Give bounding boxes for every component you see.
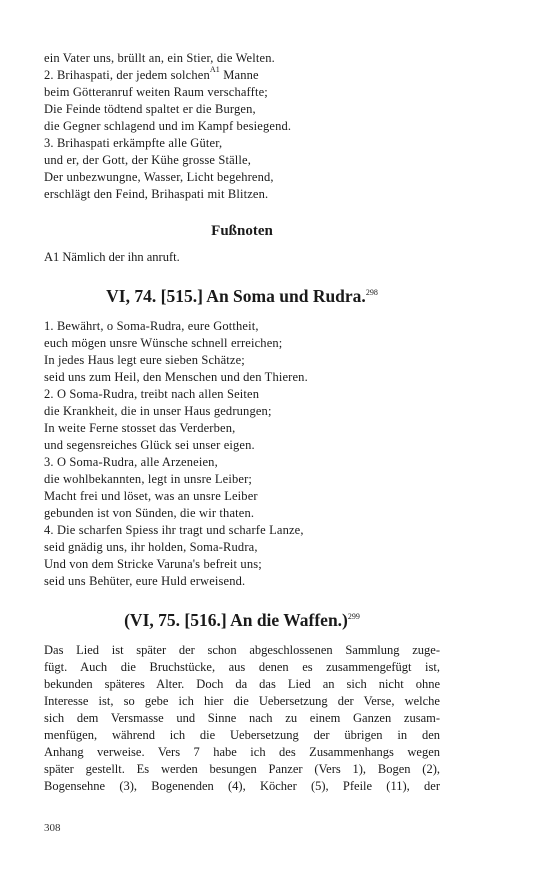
verse-line: 2. Brihaspati, der jedem solchen$^{A1}$ Manne	[44, 65, 259, 82]
verse-line: Der unbezwungne, Wasser, Licht begehrend,	[44, 170, 274, 184]
prose-line: bekunden späteres Alter. Doch da das Lied an sich nicht ohne	[44, 677, 440, 691]
verse-line: Macht frei und löset, was an unsre Leiber	[44, 489, 258, 503]
verse-line: 2. O Soma-Rudra, treibt nach allen Seiten	[44, 387, 260, 401]
verse-line: die Gegner schlagend und im Kampf besiegend.	[44, 119, 292, 133]
verse-line: gebunden ist von Sünden, die wir thaten.	[44, 506, 255, 520]
verse-line: 1. Bewährt, o Soma-Rudra, eure Gottheit,	[44, 319, 259, 333]
verse-line: 3. Brihaspati erkämpfte alle Güter,	[44, 136, 223, 150]
prose-block-waffen	[44, 642, 440, 795]
prose-line: menfügen, während ich die Uebersetzung der übrigen in den	[44, 728, 440, 742]
verse-block-top	[44, 50, 440, 203]
verse-line: die Krankheit, die in unser Haus gedrungen;	[44, 404, 272, 418]
verse-line: In weite Ferne stosset das Verderben,	[44, 421, 236, 435]
verse-line: 4. Die scharfen Spiess ihr tragt und scharfe Lanze,	[44, 523, 304, 537]
section-title-soma-rudra: VI, 74. [515.] An Soma und Rudra.$^{298}$	[106, 286, 378, 306]
verse-line: ein Vater uns, brüllt an, ein Stier, die Welten.	[44, 51, 275, 65]
page-content	[44, 50, 440, 795]
prose-line: Das Lied ist später der schon abgeschlossenen Sammlung zuge-	[44, 643, 440, 657]
prose-line: Bogensehne (3), Bogenenden (4), Köcher (5), Pfeile (11), der	[44, 779, 440, 793]
prose-line: später gestellt. Es werden besungen Panzer (Vers 1), Bogen (2),	[44, 762, 440, 776]
prose-line: sich dem Versmasse und Sinne nach zu einem Ganzen zusam-	[44, 711, 440, 725]
section-title-waffen: (VI, 75. [516.] An die Waffen.)$^{299}$	[124, 610, 360, 630]
verse-line: euch mögen unsre Wünsche schnell erreichen;	[44, 336, 283, 350]
verse-line: seid gnädig uns, ihr holden, Soma-Rudra,	[44, 540, 258, 554]
prose-line: fügt. Auch die Bruchstücke, aus denen es zusammengefügt ist,	[44, 660, 440, 674]
footnote-marker[interactable]: A1	[209, 65, 220, 74]
prose-line: Anhang verweise. Vers 7 habe ich des Zusammenhangs wegen	[44, 745, 440, 759]
footnotes-heading: Fußnoten	[211, 223, 273, 239]
footnote-text: A1 Nämlich der ihn anruft.	[44, 250, 180, 264]
verse-line: beim Götteranruf weiten Raum verschaffte;	[44, 85, 268, 99]
verse-line: und er, der Gott, der Kühe grosse Ställe,	[44, 153, 251, 167]
verse-line: seid uns Behüter, eure Huld erweisend.	[44, 574, 246, 588]
verse-line: erschlägt den Feind, Brihaspati mit Blitzen.	[44, 187, 269, 201]
endnote-marker[interactable]: 299	[347, 612, 360, 621]
verse-line: die wohlbekannten, legt in unsre Leiber;	[44, 472, 253, 486]
page-number: 308	[44, 822, 61, 834]
verse-line: In jedes Haus legt eure sieben Schätze;	[44, 353, 245, 367]
verse-block-soma-rudra	[44, 318, 440, 590]
verse-line: Die Feinde tödtend spaltet er die Burgen,	[44, 102, 256, 116]
prose-line: Interesse ist, so gebe ich hier die Uebersetzung der Verse, welche	[44, 694, 440, 708]
verse-line: seid uns zum Heil, den Menschen und den Thieren.	[44, 370, 308, 384]
endnote-marker[interactable]: 298	[365, 288, 378, 297]
verse-line: Und von dem Stricke Varuna's befreit uns;	[44, 557, 262, 571]
verse-line: 3. O Soma-Rudra, alle Arzeneien,	[44, 455, 218, 469]
verse-line: und segensreiches Glück sei unser eigen.	[44, 438, 255, 452]
